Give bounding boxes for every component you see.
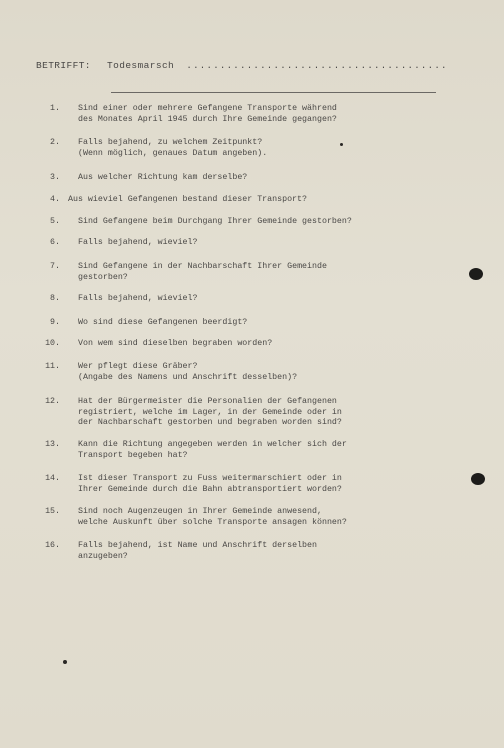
question-text: Sind Gefangene beim Durchgang Ihrer Gemeinde gestorben?: [78, 217, 352, 226]
question-text: Falls bejahend, wieviel?: [78, 238, 198, 247]
question-number: 3.: [50, 173, 60, 182]
subject-header: [36, 60, 448, 71]
question-number: 8.: [50, 294, 60, 303]
question-number: 12.: [45, 397, 60, 406]
question-text: Falls bejahend, ist Name und Anschrift derselben anzugeben?: [78, 541, 317, 561]
question-text: Aus welcher Richtung kam derselbe?: [78, 173, 248, 182]
punch-hole: [471, 473, 485, 485]
question-number: 2.: [50, 138, 60, 147]
question-text: Aus wieviel Gefangenen bestand dieser Transport?: [68, 195, 307, 204]
question-text: Sind einer oder mehrere Gefangene Transporte während des Monates April 1945 durch Ihre Gemeinde gegangen?: [78, 104, 337, 124]
ink-speck: [63, 660, 67, 664]
ink-speck: [340, 143, 343, 146]
punch-hole: [469, 268, 483, 280]
question-number: 1.: [50, 104, 60, 113]
question-number: 4.: [50, 195, 60, 204]
question-text: Wer pflegt diese Gräber? (Angabe des Namens und Anschrift desselben)?: [78, 362, 298, 382]
question-number: 15.: [45, 507, 60, 516]
question-text: Von wem sind dieselben begraben worden?: [78, 339, 273, 348]
subject-label: BETRIFFT:: [36, 60, 91, 71]
header-rule: [111, 92, 436, 93]
question-number: 7.: [50, 262, 60, 271]
question-number: 11.: [45, 362, 60, 371]
question-text: Sind Gefangene in der Nachbarschaft Ihrer Gemeinde gestorben?: [78, 262, 327, 282]
subject-title: Todesmarsch: [107, 60, 175, 71]
question-number: 13.: [45, 440, 60, 449]
question-number: 6.: [50, 238, 60, 247]
question-number: 10.: [45, 339, 60, 348]
question-text: Sind noch Augenzeugen in Ihrer Gemeinde anwesend, welche Auskunft über solche Transporte ansagen können?: [78, 507, 347, 527]
question-number: 14.: [45, 474, 60, 483]
subject-dotted-line: .......................................: [186, 60, 448, 71]
question-number: 16.: [45, 541, 60, 550]
question-text: Hat der Bürgermeister die Personalien der Gefangenen registriert, welche im Lager, in der Gemeinde oder in der Nachbarschaft gestorben und begraben worden sind?: [78, 397, 342, 427]
question-text: Kann die Richtung angegeben werden in welcher sich der Transport begeben hat?: [78, 440, 347, 460]
question-text: Wo sind diese Gefangenen beerdigt?: [78, 318, 248, 327]
question-number: 5.: [50, 217, 60, 226]
question-text: Falls bejahend, wieviel?: [78, 294, 198, 303]
question-number: 9.: [50, 318, 60, 327]
question-text: Ist dieser Transport zu Fuss weitermarschiert oder in Ihrer Gemeinde durch die Bahn abtransportiert worden?: [78, 474, 342, 494]
question-text: Falls bejahend, zu welchem Zeitpunkt? (Wenn möglich, genaues Datum angeben).: [78, 138, 268, 158]
